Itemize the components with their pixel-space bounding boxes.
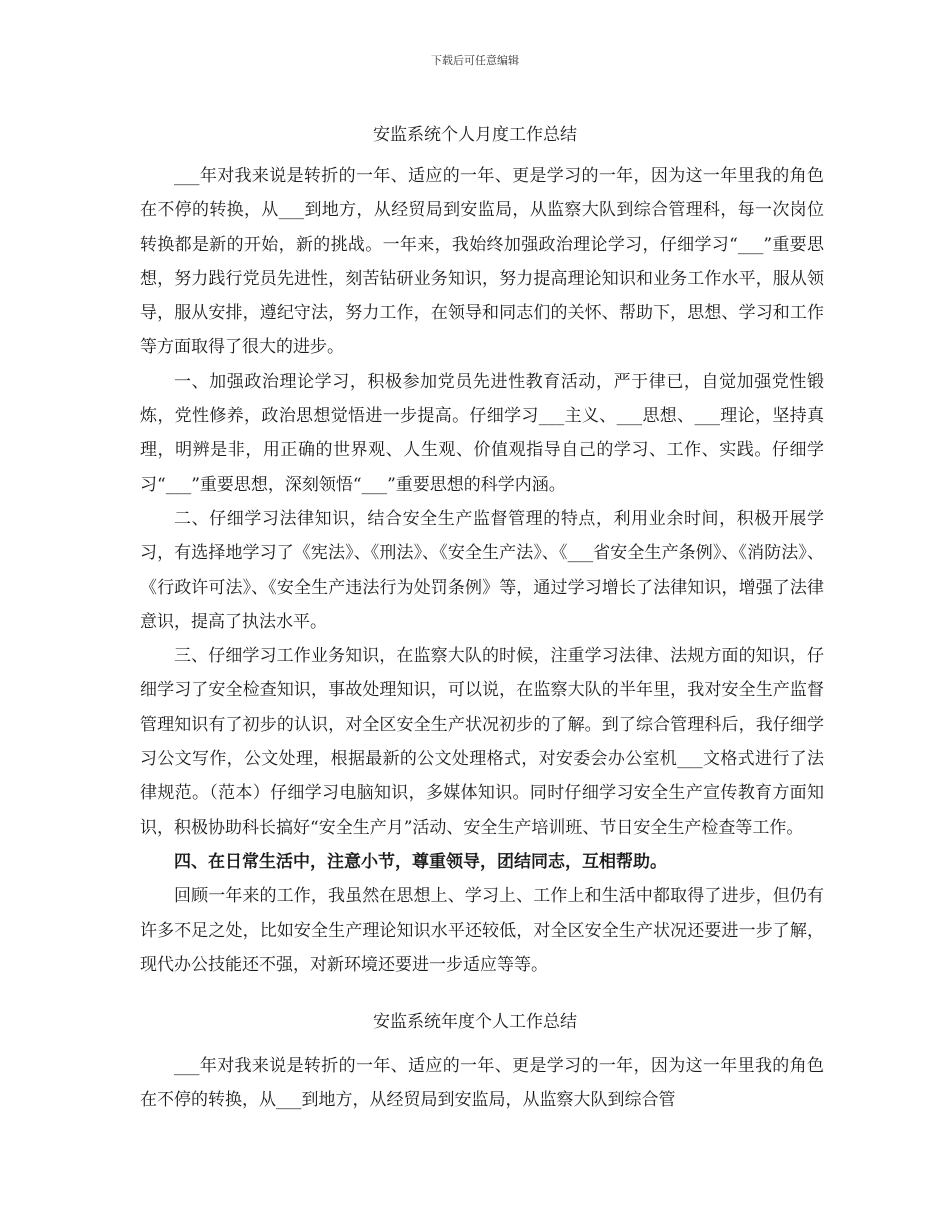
section-body-monthly xyxy=(140,159,824,982)
paragraph-point-3: 三、仔细学习工作业务知识，在监察大队的时候，注重学习法律、法规方面的知识，仔细学习了安全检查知识，事故处理知识，可以说，在监察大队的半年里，我对安全生产监督管理知识有了初步的认识，对全区安全生产状况初步的了解。到了综合管理科后，我仔细学习公文写作，公文处理，根据最新的公文处理格式，对安委会办公室机___文格式进行了法律规范。（范本）仔细学习电脑知识，多媒体知识。同时仔细学习安全生产宣传教育方面知识，积极协助科长搞好“安全生产月”活动、安全生产培训班、节日安全生产检查等工作。 xyxy=(140,646,824,838)
paragraph-point-1: 一、加强政治理论学习，积极参加党员先进性教育活动，严于律已，自觉加强党性锻炼，党性修养，政治思想觉悟进一步提高。仔细学习___主义、___思想、___理论，坚持真理，明辨是非，用正确的世界观、人生观、价值观指导自己的学习、工作、实践。仔细学习“___”重要思想，深刻领悟“___”重要思想的科学内涵。 xyxy=(140,371,824,495)
paragraph-intro: ___年对我来说是转折的一年、适应的一年、更是学习的一年，因为这一年里我的角色在不停的转换，从___到地方，从经贸局到安监局，从监察大队到综合管理科，每一次岗位转换都是新的开始，新的挑战。一年来，我始终加强政治理论学习，仔细学习“___”重要思想，努力践行党员先进性，刻苦钻研业务知识，努力提高理论知识和业务工作水平，服从领导，服从安排，遵纪守法，努力工作，在领导和同志们的关怀、帮助下，思想、学习和工作等方面取得了很大的进步。 xyxy=(140,166,824,358)
header-note: 下载后可任意编辑 xyxy=(431,54,519,67)
section-body-annual xyxy=(140,1049,824,1118)
paragraph-point-4: 四、在日常生活中，注意小节，尊重领导，团结同志，互相帮助。 xyxy=(174,851,667,872)
section-title-annual: 安监系统年度个人工作总结 xyxy=(373,1012,577,1032)
paragraph-review: 回顾一年来的工作，我虽然在思想上、学习上、工作上和生活中都取得了进步，但仍有许多不足之处，比如安全生产理论知识水平还较低，对全区安全生产状况还要进一步了解，现代办公技能还不强，对新环境还要进一步适应等等。 xyxy=(140,886,824,975)
paragraph-intro-annual: ___年对我来说是转折的一年、适应的一年、更是学习的一年，因为这一年里我的角色在不停的转换，从___到地方，从经贸局到安监局，从监察大队到综合管 xyxy=(140,1056,824,1111)
section-title-monthly: 安监系统个人月度工作总结 xyxy=(373,125,577,145)
paragraph-point-2: 二、仔细学习法律知识，结合安全生产监督管理的特点，利用业余时间，积极开展学习，有选择地学习了《宪法》、《刑法》、《安全生产法》、《___省安全生产条例》、《消防法》、《行政许可法》、《安全生产违法行为处罚条例》等，通过学习增长了法律知识，增强了法律意识，提高了执法水平。 xyxy=(140,508,824,632)
